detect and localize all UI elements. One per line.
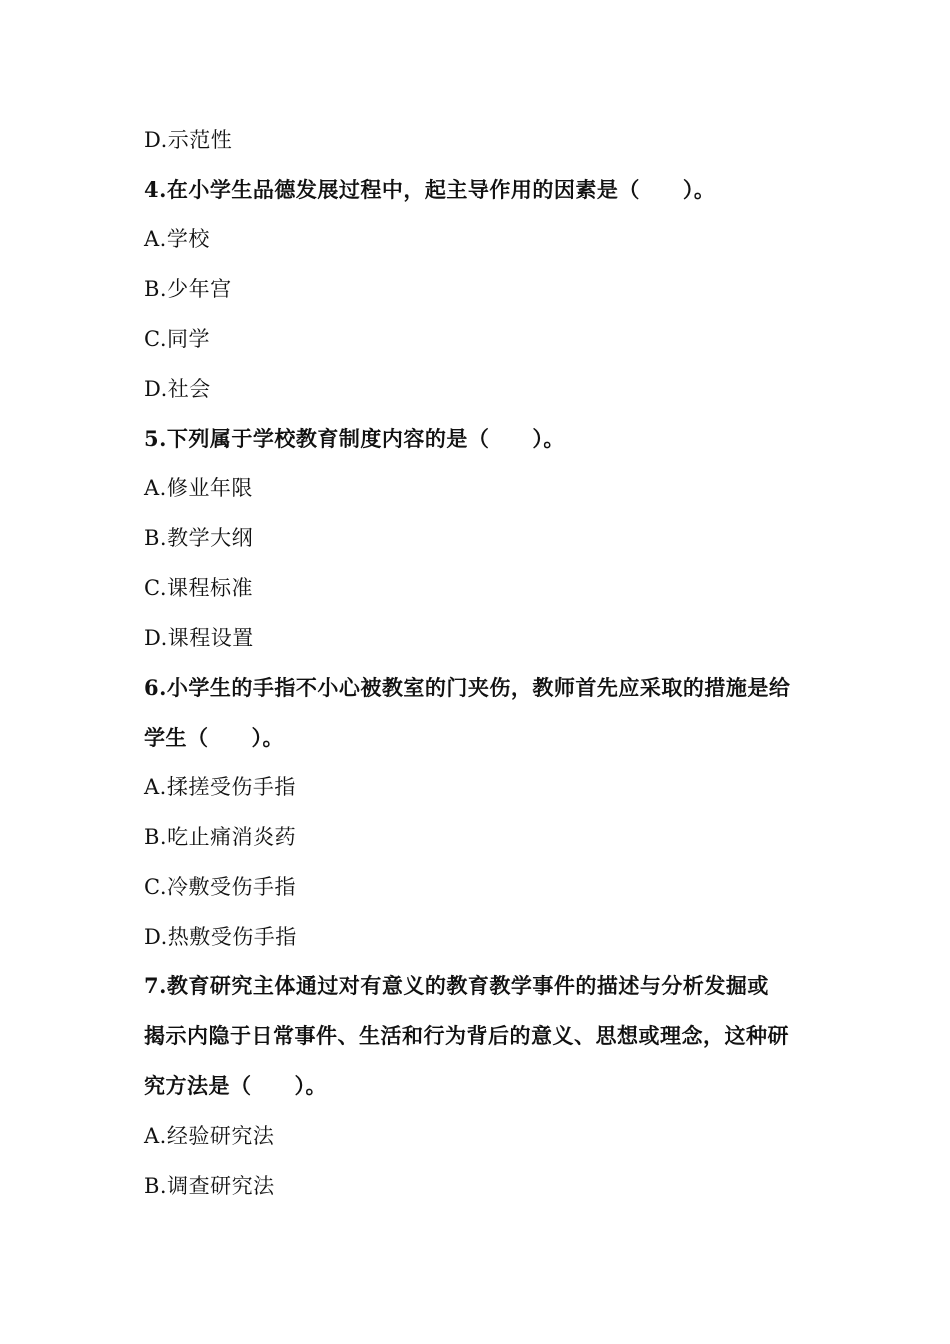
q7-stem-line1: 7.教育研究主体通过对有意义的教育教学事件的描述与分析发掘或 [144,973,769,998]
q7-option-b: B.调查研究法 [144,1174,275,1198]
q5-option-a: A.修业年限 [144,476,253,500]
q5-stem: 5.下列属于学校教育制度内容的是（ ）。 [144,426,565,451]
q6-stem-line2: 学生（ ）。 [144,725,284,750]
q6-option-b: B.吃止痛消炎药 [144,825,297,849]
q6-option-d: D.热敷受伤手指 [144,925,297,949]
q5-option-d: D.课程设置 [144,626,254,650]
q5-option-c: C.课程标准 [144,576,253,600]
q7-stem-line2: 揭示内隐于日常事件、生活和行为背后的意义、思想或理念，这种研 [144,1023,789,1048]
q4-stem: 4.在小学生品德发展过程中，起主导作用的因素是（ ）。 [144,177,716,202]
q3-option-d: D.示范性 [144,128,233,152]
q6-stem-line1: 6.小学生的手指不小心被教室的门夹伤，教师首先应采取的措施是给 [144,675,791,700]
q4-option-d: D.社会 [144,377,211,401]
q6-option-c: C.冷敷受伤手指 [144,875,296,899]
q6-option-a: A.揉搓受伤手指 [144,775,296,799]
q5-option-b: B.教学大纲 [144,526,254,550]
q4-option-b: B.少年宫 [144,277,232,301]
q7-option-a: A.经验研究法 [144,1124,275,1148]
q7-stem-line3: 究方法是（ ）。 [144,1073,327,1098]
q4-option-a: A.学校 [144,227,210,251]
q4-option-c: C.同学 [144,327,210,351]
